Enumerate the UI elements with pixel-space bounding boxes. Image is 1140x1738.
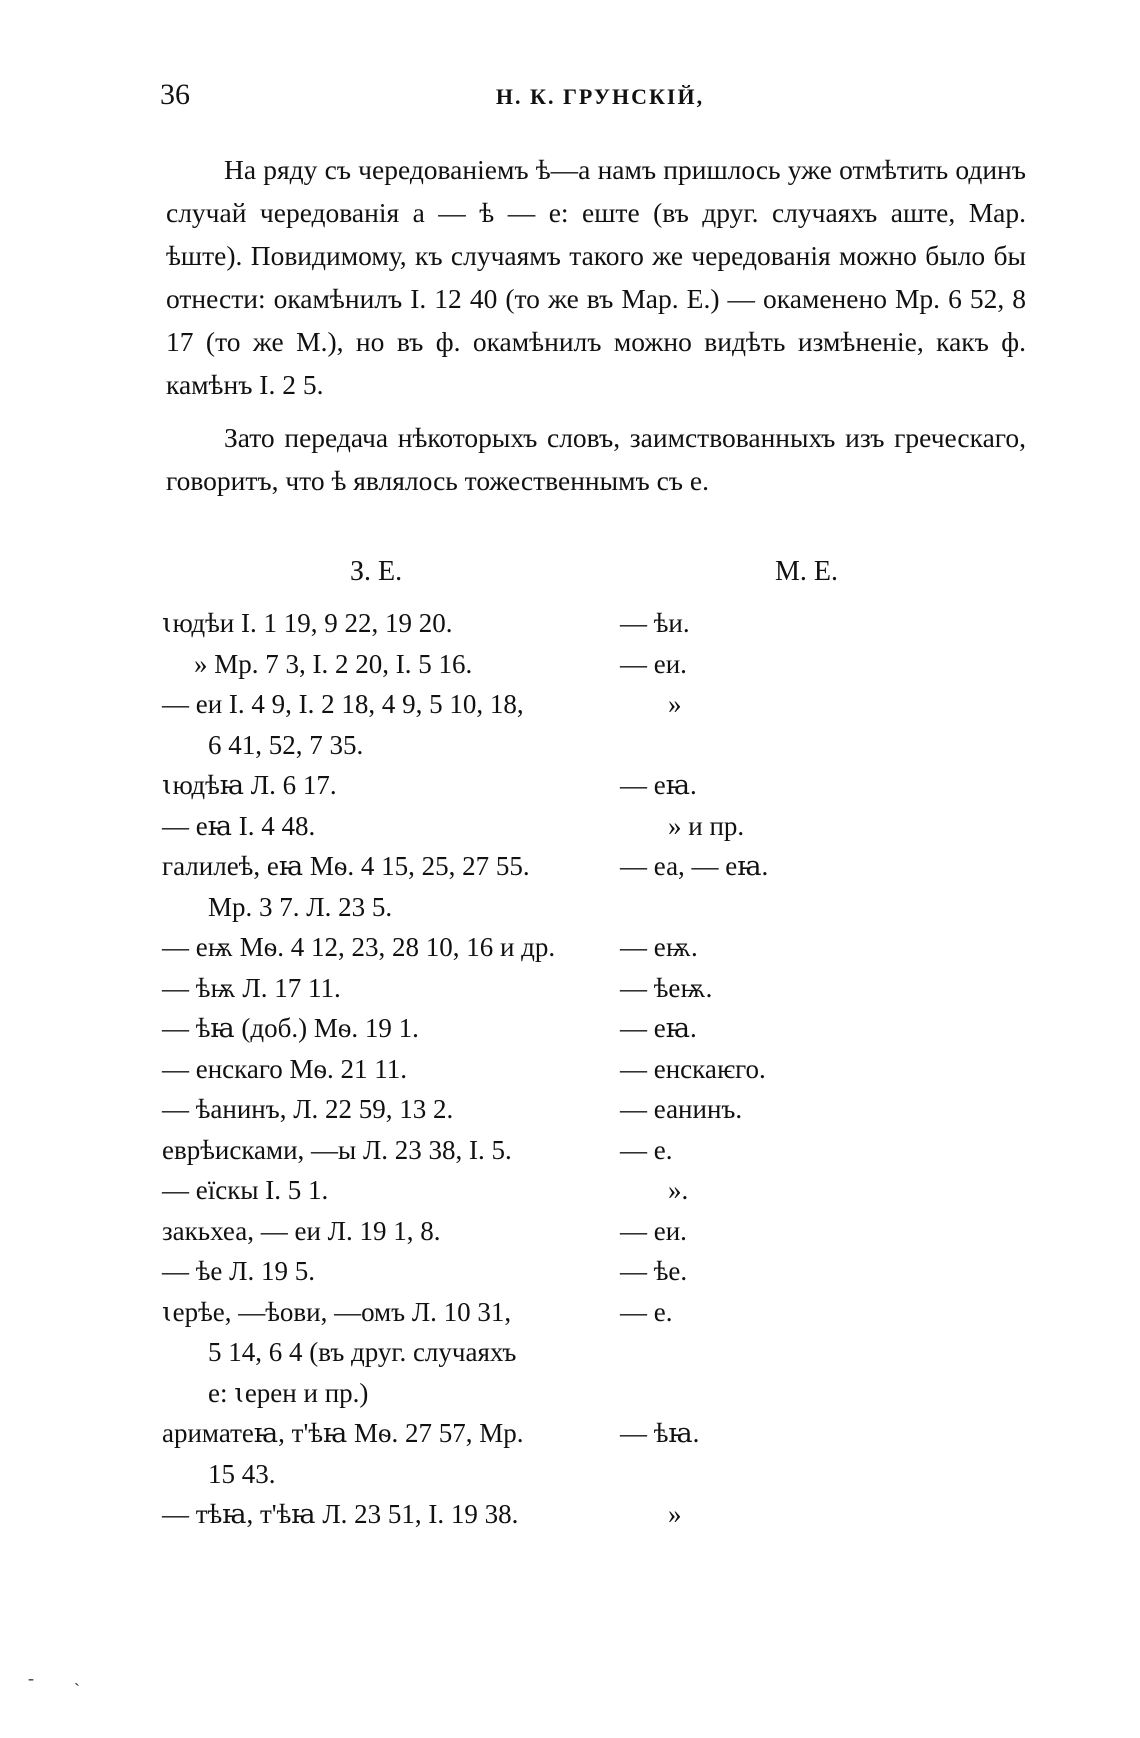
table-row	[0, 1094, 1140, 1135]
ze-form: — тѣꙗ, т'ѣꙗ Л. 23 51, I. 19 38.	[162, 1499, 519, 1529]
table-row	[0, 1256, 1140, 1297]
ink-speck: `	[74, 1680, 80, 1700]
table-row	[0, 770, 1140, 811]
me-form: — еꙗ.	[620, 1013, 697, 1043]
column-head-me: М. Е.	[775, 556, 838, 587]
table-row	[0, 1459, 1140, 1500]
page-number: 36	[160, 78, 190, 111]
table-row	[0, 649, 1140, 690]
table-row	[0, 730, 1140, 771]
table-row	[0, 1378, 1140, 1419]
me-form: — еанинъ.	[620, 1094, 743, 1124]
me-form: — ѣꙗ.	[620, 1418, 700, 1448]
me-form: — ѣеѭ.	[620, 972, 713, 1003]
ze-form: ариматеꙗ, т'ѣꙗ Мѳ. 27 57, Мр.	[162, 1418, 524, 1448]
ze-form: — еїскы I. 5 1.	[162, 1175, 329, 1205]
ze-form: — ѣѭ Л. 17 11.	[162, 972, 341, 1003]
paragraph: Зато передача нѣкоторыхъ словъ, заимствованныхъ изъ греческаго, говоритъ, что ѣ являлось тожественнымъ съ е.	[166, 422, 1026, 496]
me-form: — еа, — еꙗ.	[620, 851, 769, 881]
ze-form: ꙇюдѣи I. 1 19, 9 22, 19 20.	[162, 608, 453, 638]
me-form: »	[668, 1499, 682, 1529]
table-row	[0, 973, 1140, 1014]
ze-form: 6 41, 52, 7 35.	[208, 729, 364, 760]
ze-form: ꙇюдѣꙗ Л. 6 17.	[162, 770, 337, 800]
ze-form: — еѭ Мѳ. 4 12, 23, 28 10, 16 и др.	[162, 932, 556, 962]
table-row	[0, 689, 1140, 730]
me-form: » и пр.	[668, 810, 745, 841]
ze-form: — ѣанинъ, Л. 22 59, 13 2.	[162, 1094, 454, 1124]
me-form: — е.	[620, 1134, 673, 1165]
table-row	[0, 1297, 1140, 1338]
ze-form: закьхеа, — еи Л. 19 1, 8.	[162, 1215, 441, 1246]
table-row	[0, 1499, 1140, 1540]
page-header	[160, 78, 1040, 118]
table-row	[0, 1418, 1140, 1459]
table-row	[0, 1216, 1140, 1257]
me-form: — еи.	[620, 648, 687, 679]
body-text	[166, 148, 1026, 502]
table-row	[0, 1135, 1140, 1176]
column-headings	[160, 556, 1040, 596]
table-row	[0, 1054, 1140, 1095]
me-form: — ѣе.	[620, 1256, 688, 1286]
comparison-table	[0, 608, 1140, 1540]
ze-form: е: ꙇерен и пр.)	[208, 1377, 369, 1408]
me-form: — еꙗ.	[620, 770, 697, 800]
ze-form: Мр. 3 7. Л. 23 5.	[208, 891, 393, 922]
ze-form: 5 14, 6 4 (въ друг. случаяхъ	[208, 1337, 517, 1367]
table-row	[0, 608, 1140, 649]
ze-form: еврѣисками, —ы Л. 23 38, I. 5.	[162, 1134, 512, 1165]
ze-form: галилеѣ, еꙗ Мѳ. 4 15, 25, 27 55.	[162, 851, 530, 881]
ze-form: — ѣꙗ (доб.) Мѳ. 19 1.	[162, 1013, 419, 1043]
table-row	[0, 892, 1140, 933]
table-row	[0, 811, 1140, 852]
paragraph: На ряду съ чередованіемъ ѣ—а намъ пришлось уже отмѣтить одинъ случай чередованія а — ѣ — е: еште (въ друг. случаяхъ аште, Мар. ѣште). Повидимому, къ случаямъ такого же чередованія можно было бы отнести: окамѣнилъ I. 12 40 (то же въ Мар. Е.) — окаменено Мр. 6 52, 8 17 (то же М.), но въ ф. окамѣнилъ можно видѣть измѣненіе, какъ ф. камѣнъ I. 2 5.	[166, 154, 1026, 400]
me-form: — е.	[620, 1296, 673, 1327]
ink-speck: -	[28, 1668, 34, 1688]
me-form: — еѭ.	[620, 932, 698, 962]
table-row	[0, 851, 1140, 892]
column-head-ze: З. Е.	[350, 556, 403, 587]
me-form: »	[668, 689, 682, 719]
table-row	[0, 1337, 1140, 1378]
me-form: — ѣи.	[620, 608, 690, 638]
ze-form: — еи I. 4 9, I. 2 18, 4 9, 5 10, 18,	[162, 689, 524, 719]
ze-form: 15 43.	[208, 1458, 276, 1489]
table-row	[0, 1013, 1140, 1054]
me-form: — енскаѥго.	[620, 1053, 766, 1084]
ze-form: » Мр. 7 3, I. 2 20, I. 5 16.	[194, 648, 473, 679]
ze-form: — енскаго Мѳ. 21 11.	[162, 1053, 408, 1084]
table-row	[0, 932, 1140, 973]
me-form: — еи.	[620, 1215, 687, 1246]
running-title: Н. К. ГРУНСКІЙ,	[495, 84, 705, 109]
ze-form: — ѣе Л. 19 5.	[162, 1256, 315, 1286]
ze-form: — еꙗ I. 4 48.	[162, 810, 316, 841]
ze-form: ꙇерѣе, —ѣови, —омъ Л. 10 31,	[162, 1296, 512, 1327]
table-row	[0, 1175, 1140, 1216]
me-form: ».	[668, 1175, 689, 1205]
